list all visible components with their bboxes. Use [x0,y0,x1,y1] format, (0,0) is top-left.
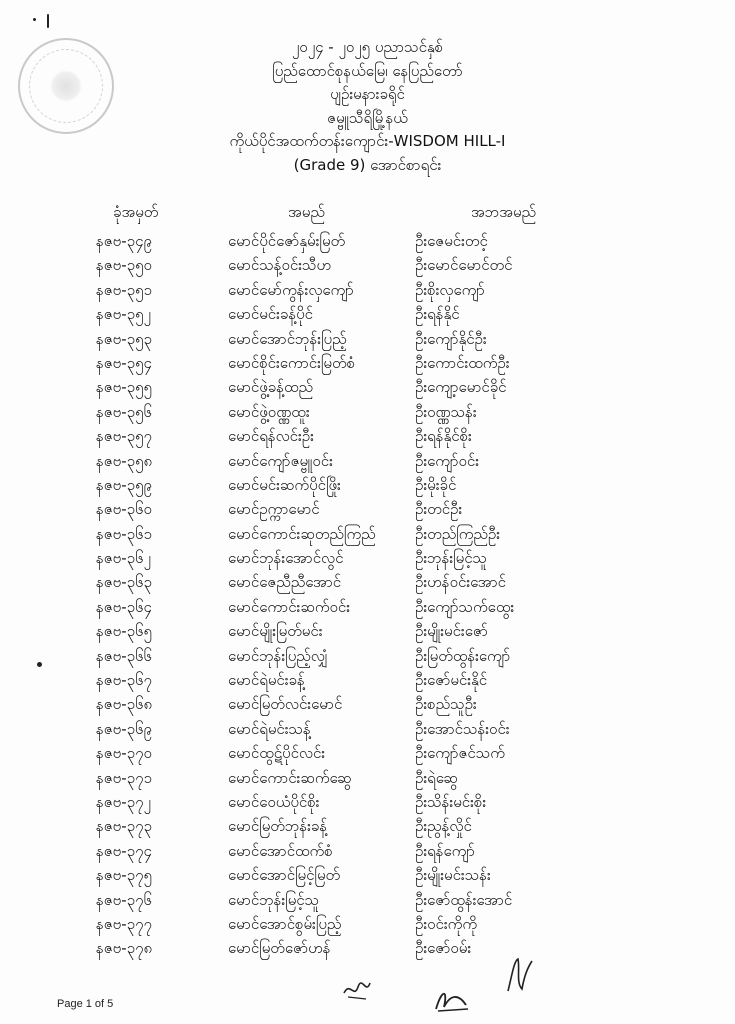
academic-year: ၂၀၂၄ - ၂၀၂၅ ပညာသင်နှစ် [291,38,444,56]
student-name: မောင်မြတ်ဇော်ဟန် [228,939,331,958]
table-row [0,790,735,814]
father-name: ဦးဝဏ္ဏသန်း [415,402,477,421]
father-name: ဦးအောင်သန်းဝင်း [415,719,510,738]
roll-number: နဇဗ-၃၇၅ [96,866,152,885]
student-name: မောင်ရန်လင်းဦး [228,427,314,446]
father-name: ဦးကျော့မောင်ခိုင် [415,378,507,397]
father-name: ဦးဇော်ထွန်းအောင် [415,890,513,909]
student-name: မောင်ဖွဲ့ဝဏ္ဏထူး [228,402,310,421]
table-row [0,449,735,473]
table-row [0,741,735,765]
student-name: မောင်ဘုန်းပြည့်လျှံ [228,646,328,665]
table-row [0,668,735,692]
document-header [160,36,575,177]
father-name: ဦးဟန်ဝင်းအောင် [415,573,506,592]
roll-number: နဇဗ-၃၇၀ [96,744,152,763]
table-row [0,863,735,887]
student-name: မောင်ဝေယံပိုင်စိုး [228,792,320,811]
table-row [0,936,735,960]
father-name: ဦးကျော်ဇင်သက် [415,744,505,763]
roll-number: နဇဗ-၃၅၈ [96,451,153,470]
table-row [0,570,735,594]
table-row [0,327,735,351]
student-name: မောင်အောင်ဘုန်းပြည့် [228,329,347,348]
student-name: မောင်အောင်ထက်စံ [228,841,333,860]
father-name: ဦးစိုးလှကျော် [415,280,485,299]
township: ဇမ္ဗူသီရိမြို့နယ် [327,108,408,127]
father-name: ဦးစည်သူဦး [415,695,477,714]
official-seal-stamp [18,38,114,134]
father-name: ဦးကျော်နိုင်ဦး [415,329,487,348]
table-row [0,278,735,302]
student-name: မောင်မြတ်လင်းမောင် [228,695,343,714]
student-name: မောင်ဖွဲ့ခန့်ထည် [228,378,313,397]
student-name: မောင်အောင်စွမ်းပြည့် [228,914,342,933]
table-row [0,912,735,936]
roll-number: နဇဗ-၃၅၉ [96,475,152,494]
student-name: မောင်ထွဋ်ပိုင်လင်း [228,744,326,763]
table-row [0,229,735,253]
student-name: မောင်ကျော်ဇမ္ဗူဝင်း [228,451,333,470]
roll-number: နဇဗ-၃၇၈ [96,939,153,958]
roll-number: နဇဗ-၃၇၆ [96,890,152,909]
table-row [0,473,735,497]
table-row [0,839,735,863]
column-header-roll-no: ခုံအမှတ် [113,203,159,221]
region: ပြည်ထောင်စုနယ်မြေ၊ နေပြည်တော် [272,61,463,80]
list-title: (Grade 9) အောင်စာရင်း [293,155,442,174]
father-name: ဦးဝင်းကိုကို [415,914,478,933]
column-header-name: အမည် [288,203,325,221]
table-row [0,814,735,838]
roll-number: နဇဗ-၃၇၄ [96,841,152,860]
student-name: မောင်မင်းဆက်ပိုင်ဖြိုး [228,475,341,494]
table-row [0,375,735,399]
table-row [0,888,735,912]
father-name: ဦးကောင်းထက်ဦး [415,353,510,372]
student-name: မောင်အောင်မြင့်မြတ် [228,866,341,885]
roll-number: နဇဗ-၃၇၇ [96,914,152,933]
roll-number: နဇဗ-၃၆၃ [96,573,152,592]
father-name: ဦးတင်ဦး [415,500,463,519]
roll-number: နဇဗ-၃၅၀ [96,256,152,275]
father-name: ဦးသိန်းမင်းစိုး [415,792,487,811]
roll-number: နဇဗ-၃၆၂ [96,549,151,568]
father-name: ဦးရဲဆွေ [415,768,458,787]
table-row [0,619,735,643]
father-name: ဦးဇေမင်းတင့် [415,232,488,250]
roll-number: နဇဗ-၃၇၂ [96,792,151,811]
student-name: မောင်မျိုးမြတ်မင်း [228,622,323,641]
table-row [0,302,735,326]
father-name: ဦးရန်နိုင် [415,305,460,324]
table-row [0,546,735,570]
student-name: မောင်ကောင်းဆက်ဝင်း [228,597,351,616]
roll-number: နဇဗ-၃၄၉ [96,232,152,250]
signature-mark [500,955,536,997]
student-name: မောင်သန့်ဝင်းသီဟ [228,256,332,275]
father-name: ဦးမျိုးမင်းဇော် [415,622,488,641]
district: ပျဉ်းမနားခရိုင် [330,85,405,103]
father-name: ဦးမိုးခိုင် [415,475,457,494]
seal-emblem [50,70,82,102]
student-name: မောင်ဘုန်းမြင့်သူ [228,890,320,909]
table-row [0,424,735,448]
father-name: ဦးကျော်သက်ထွေး [415,597,515,616]
roll-number: နဇဗ-၃၅၇ [96,427,152,446]
roll-number: နဇဗ-၃၇၃ [96,817,152,836]
page-number: Page 1 of 5 [57,998,114,1010]
father-name: ဦးရန်ကျော် [415,841,475,860]
signature-mark [340,975,374,1003]
father-name: ဦးညွန့်လှိုင် [415,817,472,836]
father-name: ဦးတည်ကြည်ဦး [415,524,501,543]
student-name: မောင်မော်ကွန်းလှကျော် [228,280,354,299]
scan-speck [47,14,49,28]
results-list [0,229,735,961]
column-header-father: အဘအမည် [471,203,537,221]
roll-number: နဇဗ-၃၅၅ [96,378,152,397]
student-name: မောင်ဘုန်းအောင်လွင် [228,549,344,568]
roll-number: နဇဗ-၃၆၁ [96,524,152,543]
father-name: ဦးမောင်မောင်တင် [415,256,513,275]
student-name: မောင်မင်းခန့်ပိုင် [228,305,313,324]
student-name: မောင်ဇေညီညီအောင် [228,573,342,592]
scan-speck [33,18,36,21]
table-row [0,400,735,424]
father-name: ဦးဇော်မင်းနိုင် [415,671,488,690]
table-row [0,644,735,668]
table-row [0,522,735,546]
roll-number: နဇဗ-၃၆၉ [96,719,152,738]
father-name: ဦးဘုန်းမြင့်သူ [415,549,488,568]
roll-number: နဇဗ-၃၅၂ [96,305,151,324]
student-name: မောင်စိုင်းကောင်းမြတ်စံ [228,353,356,372]
roll-number: နဇဗ-၃၅၁ [96,280,152,299]
student-name: မောင်ရဲမင်းခန့် [228,671,305,690]
table-row [0,351,735,375]
school-name: ကိုယ်ပိုင်အထက်တန်းကျောင်း-WISDOM HILL-I [229,132,506,150]
father-name: ဦးရန်နိုင်စိုး [415,427,472,446]
roll-number: နဇဗ-၃၆၆ [96,646,152,665]
student-name: မောင်မြတ်ဘုန်းခန့် [228,817,328,836]
table-row [0,595,735,619]
student-name: မောင်ပိုင်ဇော်နှမ်းမြတ် [228,232,346,250]
roll-number: နဇဗ-၃၅၆ [96,402,152,421]
roll-number: နဇဗ-၃၆၈ [96,695,153,714]
table-row [0,766,735,790]
roll-number: နဇဗ-၃၆၅ [96,622,152,641]
roll-number: နဇဗ-၃၆၀ [96,500,152,519]
table-row [0,253,735,277]
table-row [0,497,735,521]
roll-number: နဇဗ-၃၆၄ [96,597,152,616]
roll-number: နဇဗ-၃၅၄ [96,353,152,372]
table-row [0,717,735,741]
father-name: ဦးဇော်ဝမ်း [415,939,472,958]
student-name: မောင်ကောင်းဆက်ဆွေ [228,768,352,787]
roll-number: နဇဗ-၃၆၇ [96,671,152,690]
roll-number: နဇဗ-၃၅၃ [96,329,152,348]
father-name: ဦးမြတ်ထွန်းကျော် [415,646,511,665]
father-name: ဦးမျိုးမင်းသန်း [415,866,491,885]
student-name: မောင်ဥက္ကာမောင် [228,500,320,519]
table-row [0,692,735,716]
father-name: ဦးကျော်ဝင်း [415,451,480,470]
signature-mark [432,985,472,1015]
student-name: မောင်ကောင်းဆုတည်ကြည် [228,524,376,543]
student-name: မောင်ရဲမင်းသန့် [228,719,311,738]
roll-number: နဇဗ-၃၇၁ [96,768,152,787]
